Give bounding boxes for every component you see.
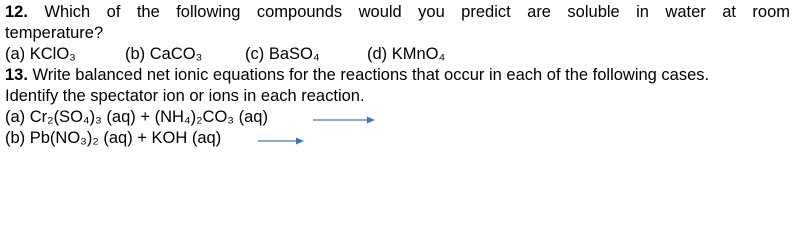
q12-option-c: (c) BaSO₄ <box>245 45 320 63</box>
q12-line2: temperature? <box>5 24 104 42</box>
q12-option-a: (a) KClO₃ <box>5 45 76 63</box>
q13-part-a: (a) Cr₂(SO₄)₃ (aq) + (NH₄)₂CO₃ (aq) <box>5 108 268 126</box>
q12-question-text: Which of the following compounds would you predict are soluble in water at room <box>44 3 790 21</box>
q13-number: 13. <box>5 66 28 84</box>
reaction-arrow-a <box>313 115 375 125</box>
reaction-arrow-b <box>258 136 304 146</box>
q13-question-text: Write balanced net ionic equations for the reactions that occur in each of the following cases. <box>32 66 710 84</box>
q12-line1 <box>5 2 790 22</box>
q12-option-b: (b) CaCO₃ <box>125 45 203 63</box>
q13-line2: Identify the spectator ion or ions in each reaction. <box>5 87 365 105</box>
q13-line1 <box>5 65 709 85</box>
q12-number: 12. <box>5 3 28 21</box>
q12-options <box>5 44 800 64</box>
q13-part-b: (b) Pb(NO₃)₂ (aq) + KOH (aq) <box>5 129 222 147</box>
q12-option-d: (d) KMnO₄ <box>367 45 446 63</box>
